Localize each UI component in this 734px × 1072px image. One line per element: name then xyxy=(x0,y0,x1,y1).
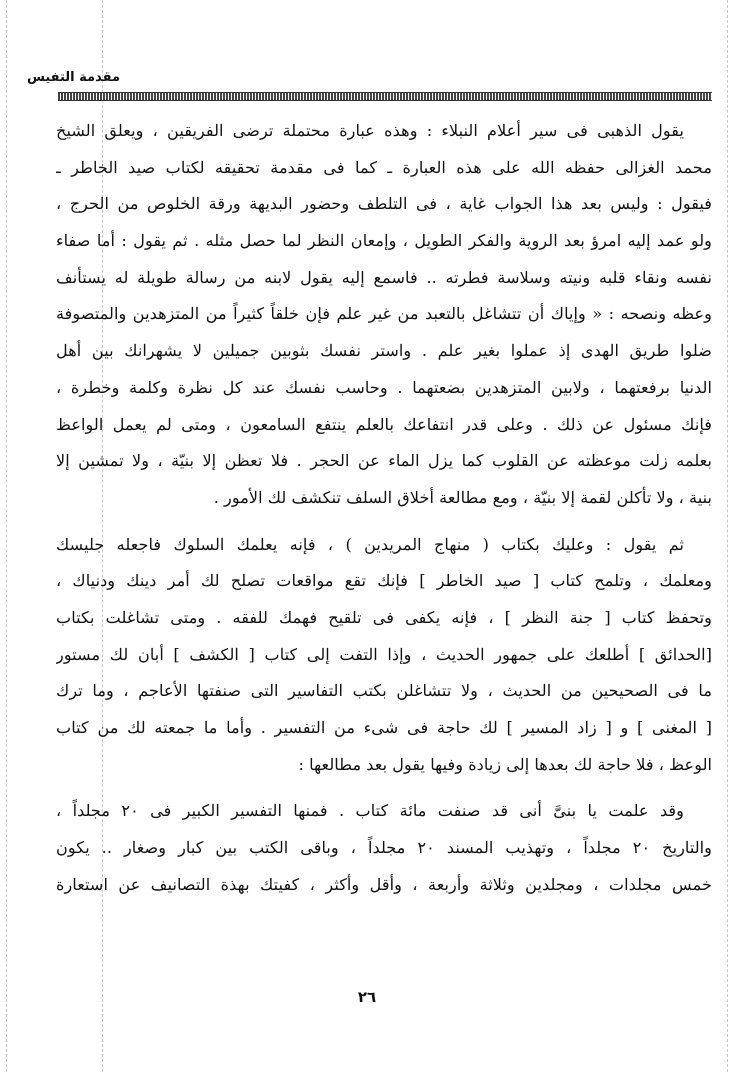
text-line: وقد علمت يا بنىَّ أنى قد صنفت مائة كتاب . فمنها التفسير الكبير فى ٢٠ مجلداً ، xyxy=(56,801,684,821)
running-head-title: مقدمة التفيس xyxy=(26,70,120,85)
scan-guide-line xyxy=(727,0,728,1072)
text-line: والتاريخ ٢٠ مجلداً ، وتهذيب المسند ٢٠ مجلداً ، وباقى الكتب بين كبار وصغار .. يكون xyxy=(56,838,712,858)
page-body xyxy=(56,113,712,903)
paragraph xyxy=(56,527,712,784)
page-number: ٢٦ xyxy=(357,988,377,1006)
text-line: نفسه ونقاء قلبه ونيته وسلاسة فطرته .. فاسمع إليه يقول لابنه من رسالة طويلة له يستأنف xyxy=(56,267,712,287)
paragraph-gap xyxy=(56,783,712,793)
text-line: [ المغنى ] و [ زاد المسير ] لك حاجة فى شىء من التفسير . وأما ما جمعته لك من كتاب xyxy=(56,718,712,737)
text-line: وعظه ونصحه : « وإياك أن تتشاغل بالتعبد من غير علم فإن خلقاً كثيراً من المتزهدين والمتصوفة xyxy=(56,304,712,324)
text-line: ثم يقول : وعليك بكتاب ( منهاج المريدين ) ، فإنه يعلمك السلوك فاجعله جليسك xyxy=(56,534,684,554)
text-line: [الحدائق ] أطلعك على جمهور الحديث ، وإذا التفت إلى كتاب [ الكشف ] أبان لك مستور xyxy=(56,644,712,664)
text-line: بنية ، ولا تأكلن لقمة إلا بنيّة ، ومع مطالعة أخلاق السلف تنكشف لك الأمور . xyxy=(213,487,712,507)
paragraph-gap xyxy=(56,517,712,527)
text-line: ضلوا طريق الهدى إذ عملوا بغير علم . واستر نفسك بثوبين جميلين لا يشهرانك بين أهل xyxy=(56,341,712,361)
text-line: الدنيا برفعتهما ، ولابين المتزهدين بضعتهما . وحاسب نفسك عند كل نظرة وكلمة وخطرة ، xyxy=(56,377,712,397)
paragraph xyxy=(56,113,712,517)
text-line: فإنك مسئول عن ذلك . وعلى قدر انتفاعك بالعلم ينتفع السامعون ، ومتى لم يعمل الواعظ xyxy=(56,414,712,434)
header-rule xyxy=(58,92,712,101)
scan-guide-line xyxy=(6,0,7,1072)
text-line: خمس مجلدات ، ومجلدين وثلاثة وأربعة ، وأقل وأكثر ، كفيتك بهذة التصانيف عن استعارة xyxy=(56,874,712,894)
text-line: ولو عمد إليه امرؤ بعد الروية والفكر الطويل ، وإمعان النظر لما حصل مثله . ثم يقول : أما صفاء xyxy=(56,231,712,251)
text-line: ما فى الصحيحين من الحديث ، ولا تتشاغلن بكتب التفاسير التى صنفتها الأعاجم ، وما ترك xyxy=(56,681,712,701)
text-line: بعلمه زلت موعظته عن القلوب كما يزل الماء عن الحجر . فلا تعظن إلا بنيّة ، ولا تمشين إلا xyxy=(56,451,712,471)
text-line: ومعلمك ، وتلمح كتاب [ صيد الخاطر ] فإنك تقع مواقعات تصلح لك أمر دينك ودنياك ، xyxy=(56,571,712,591)
text-line: محمد الغزالى حفظه الله على هذه العبارة ـ كما فى مقدمة تحقيقه لكتاب صيد الخاطر ـ xyxy=(56,157,712,177)
text-line: الوعظ ، فلا حاجة لك بعدها إلى زيادة وفيها يقول بعد مطالعها : xyxy=(298,754,712,774)
text-line: وتحفظ كتاب [ جنة النظر ] ، فإنه يكفى فى تلقيح فهمك للفقه . ومتى تشاغلت بكتاب xyxy=(56,607,712,627)
text-line: فيقول : وليس بعد هذا الجواب غاية ، فى التلطف وحضور البديهة ورقة الخلوص من الحرج ، xyxy=(56,194,712,214)
text-line: يقول الذهبى فى سير أعلام النبلاء : وهذه عبارة محتملة ترضى الفريقين ، ويعلق الشيخ xyxy=(56,121,684,140)
paragraph xyxy=(56,793,712,903)
